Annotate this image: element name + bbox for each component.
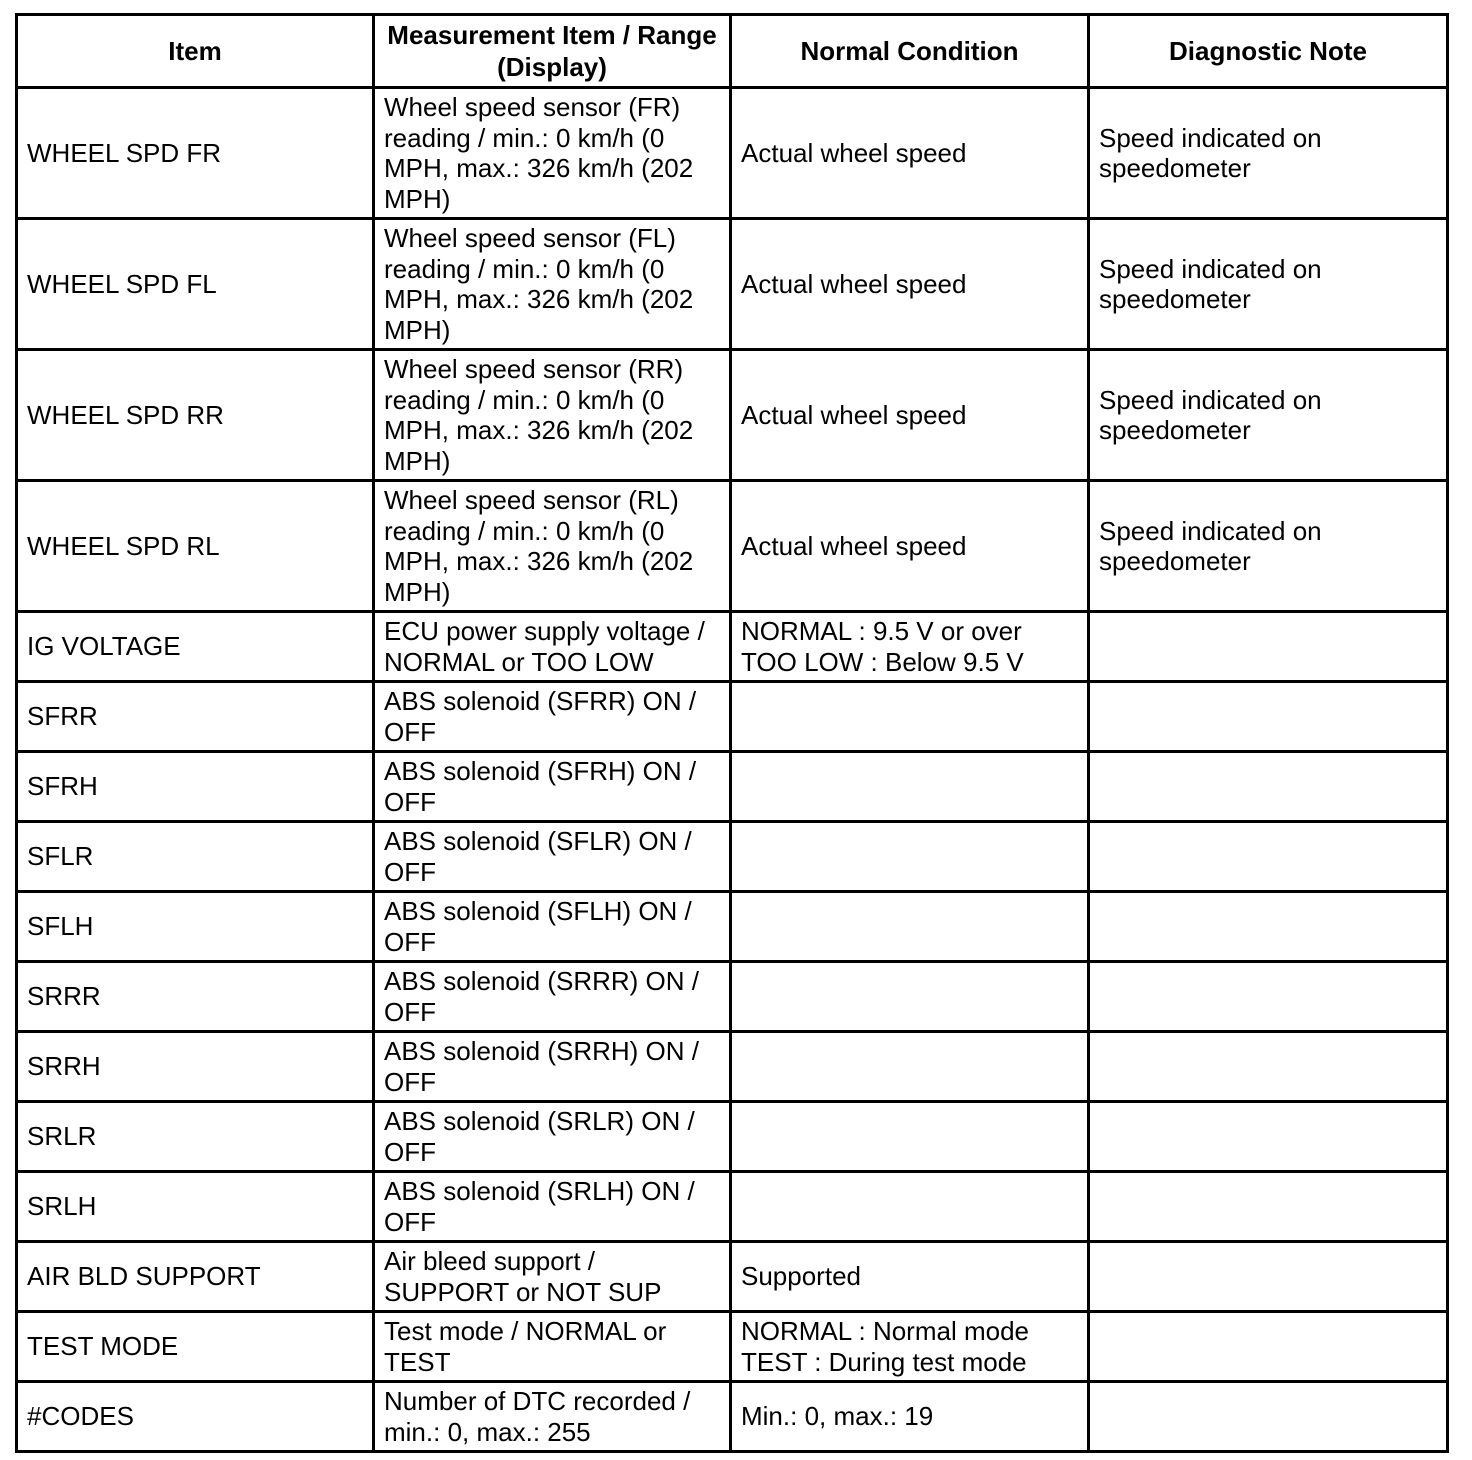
cell-condition: NORMAL : Normal mode TEST : During test mode: [731, 1312, 1089, 1382]
table-row: [17, 1242, 1448, 1312]
table-row: [17, 1312, 1448, 1382]
table-row: [17, 822, 1448, 892]
cell-item: TEST MODE: [17, 1312, 374, 1382]
cell-item: SFRH: [17, 752, 374, 822]
table-row: [17, 1382, 1448, 1452]
cell-note: Speed indicated on speedometer: [1089, 481, 1448, 612]
table-row: [17, 752, 1448, 822]
cell-measurement: ABS solenoid (SRRH) ON / OFF: [374, 1032, 731, 1102]
cell-note: Speed indicated on speedometer: [1089, 350, 1448, 481]
table-row: [17, 219, 1448, 350]
header-diagnostic-note: Diagnostic Note: [1089, 15, 1448, 88]
cell-note: [1089, 1172, 1448, 1242]
cell-measurement: Number of DTC recorded / min.: 0, max.: 255: [374, 1382, 731, 1452]
cell-note: [1089, 612, 1448, 682]
cell-note: [1089, 1382, 1448, 1452]
cell-note: [1089, 682, 1448, 752]
cell-measurement: Wheel speed sensor (RR) reading / min.: 0 km/h (0 MPH, max.: 326 km/h (202 MPH): [374, 350, 731, 481]
cell-note: [1089, 1032, 1448, 1102]
cell-condition: [731, 682, 1089, 752]
cell-note: [1089, 822, 1448, 892]
cell-note: [1089, 1312, 1448, 1382]
cell-measurement: Wheel speed sensor (RL) reading / min.: 0 km/h (0 MPH, max.: 326 km/h (202 MPH): [374, 481, 731, 612]
cell-condition: Actual wheel speed: [731, 219, 1089, 350]
table-row: [17, 612, 1448, 682]
cell-measurement: ABS solenoid (SFRH) ON / OFF: [374, 752, 731, 822]
table-row: [17, 682, 1448, 752]
diagnostic-data-table: [15, 13, 1449, 1453]
cell-measurement: ABS solenoid (SFLH) ON / OFF: [374, 892, 731, 962]
cell-condition: [731, 1032, 1089, 1102]
header-measurement: Measurement Item / Range (Display): [374, 15, 731, 88]
cell-condition: Min.: 0, max.: 19: [731, 1382, 1089, 1452]
cell-item: WHEEL SPD RL: [17, 481, 374, 612]
cell-measurement: ECU power supply voltage / NORMAL or TOO LOW: [374, 612, 731, 682]
cell-condition: Actual wheel speed: [731, 350, 1089, 481]
cell-note: [1089, 962, 1448, 1032]
cell-item: WHEEL SPD RR: [17, 350, 374, 481]
cell-note: [1089, 1102, 1448, 1172]
cell-measurement: Wheel speed sensor (FR) reading / min.: 0 km/h (0 MPH, max.: 326 km/h (202 MPH): [374, 88, 731, 219]
table-row: [17, 88, 1448, 219]
cell-measurement: ABS solenoid (SRRR) ON / OFF: [374, 962, 731, 1032]
cell-measurement: ABS solenoid (SRLH) ON / OFF: [374, 1172, 731, 1242]
cell-measurement: Air bleed support / SUPPORT or NOT SUP: [374, 1242, 731, 1312]
cell-note: [1089, 752, 1448, 822]
cell-note: [1089, 1242, 1448, 1312]
cell-condition: [731, 822, 1089, 892]
cell-condition: Actual wheel speed: [731, 481, 1089, 612]
cell-item: #CODES: [17, 1382, 374, 1452]
cell-item: SFRR: [17, 682, 374, 752]
cell-condition: Supported: [731, 1242, 1089, 1312]
table-row: [17, 1172, 1448, 1242]
cell-condition: Actual wheel speed: [731, 88, 1089, 219]
table-row: [17, 1102, 1448, 1172]
table-row: [17, 962, 1448, 1032]
cell-item: IG VOLTAGE: [17, 612, 374, 682]
table-row: [17, 1032, 1448, 1102]
cell-note: Speed indicated on speedometer: [1089, 88, 1448, 219]
cell-item: AIR BLD SUPPORT: [17, 1242, 374, 1312]
cell-condition: [731, 1102, 1089, 1172]
cell-condition: [731, 1172, 1089, 1242]
table-row: [17, 481, 1448, 612]
header-item: Item: [17, 15, 374, 88]
cell-measurement: Test mode / NORMAL or TEST: [374, 1312, 731, 1382]
table-header-row: [17, 15, 1448, 88]
cell-note: [1089, 892, 1448, 962]
cell-condition: NORMAL : 9.5 V or over TOO LOW : Below 9.5 V: [731, 612, 1089, 682]
cell-item: SFLR: [17, 822, 374, 892]
cell-condition: [731, 962, 1089, 1032]
cell-condition: [731, 752, 1089, 822]
cell-condition: [731, 892, 1089, 962]
cell-measurement: ABS solenoid (SRLR) ON / OFF: [374, 1102, 731, 1172]
cell-item: SRLR: [17, 1102, 374, 1172]
cell-item: WHEEL SPD FL: [17, 219, 374, 350]
cell-note: Speed indicated on speedometer: [1089, 219, 1448, 350]
header-normal-condition: Normal Condition: [731, 15, 1089, 88]
cell-item: WHEEL SPD FR: [17, 88, 374, 219]
table-row: [17, 892, 1448, 962]
cell-measurement: ABS solenoid (SFRR) ON / OFF: [374, 682, 731, 752]
cell-item: SRLH: [17, 1172, 374, 1242]
cell-item: SRRR: [17, 962, 374, 1032]
cell-measurement: ABS solenoid (SFLR) ON / OFF: [374, 822, 731, 892]
cell-item: SFLH: [17, 892, 374, 962]
cell-measurement: Wheel speed sensor (FL) reading / min.: 0 km/h (0 MPH, max.: 326 km/h (202 MPH): [374, 219, 731, 350]
cell-item: SRRH: [17, 1032, 374, 1102]
table-row: [17, 350, 1448, 481]
